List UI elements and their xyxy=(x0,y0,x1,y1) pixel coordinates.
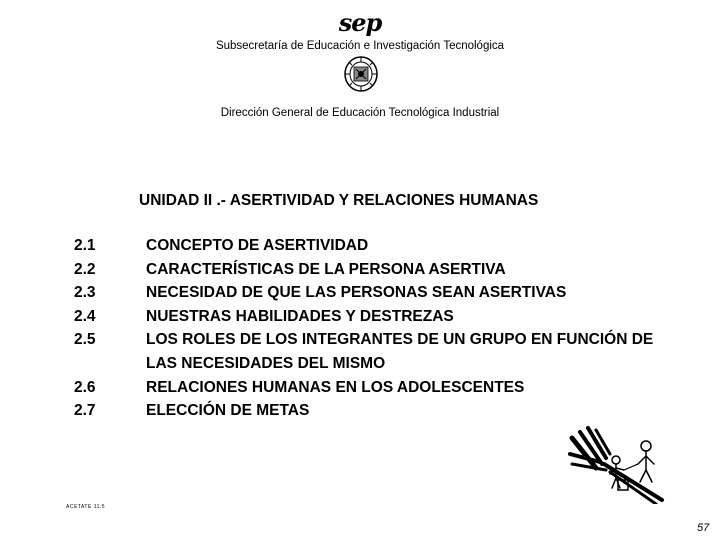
topic-number: 2.5 xyxy=(74,331,96,349)
institutional-seal-icon xyxy=(342,54,380,94)
topic-label: CONCEPTO DE ASERTIVIDAD xyxy=(146,237,369,254)
topic-list xyxy=(74,234,674,423)
topic-number: 2.7 xyxy=(74,402,96,420)
topic-label: NECESIDAD DE QUE LAS PERSONAS SEAN ASERTIVAS xyxy=(146,284,567,302)
unit-title: UNIDAD II .- ASERTIVIDAD Y RELACIONES HUMANAS xyxy=(139,192,539,209)
subsecretaria-heading: Subsecretaría de Educación e Investigación Tecnológica xyxy=(215,40,505,52)
topic-label: LOS ROLES DE LOS INTEGRANTES DE UN GRUPO EN FUNCIÓN DE LAS NECESIDADES DEL MISMO xyxy=(146,331,654,372)
topic-label: CARACTERÍSTICAS DE LA PERSONA ASERTIVA xyxy=(146,260,506,278)
topic-number: 2.1 xyxy=(74,237,96,254)
list-item xyxy=(74,281,674,305)
topic-number: 2.2 xyxy=(74,260,96,278)
list-item xyxy=(74,305,674,329)
topic-label: ELECCIÓN DE METAS xyxy=(146,402,310,420)
topic-label: NUESTRAS HABILIDADES Y DESTREZAS xyxy=(146,307,454,325)
list-item xyxy=(74,328,674,375)
list-item xyxy=(74,376,674,400)
list-item xyxy=(74,234,674,258)
list-item xyxy=(74,258,674,282)
topic-number: 2.6 xyxy=(74,378,96,396)
slide-code: ACETATE 11.5 xyxy=(66,504,106,510)
topic-label: RELACIONES HUMANAS EN LOS ADOLESCENTES xyxy=(146,378,525,396)
list-item xyxy=(74,399,674,423)
page-number: 57 xyxy=(697,522,710,534)
people-climbing-steps-icon xyxy=(566,424,670,504)
sep-logo: sep xyxy=(338,8,382,37)
topic-number: 2.4 xyxy=(74,307,96,325)
topic-number: 2.3 xyxy=(74,284,96,302)
direccion-heading: Dirección General de Educación Tecnológica Industrial xyxy=(220,107,500,119)
